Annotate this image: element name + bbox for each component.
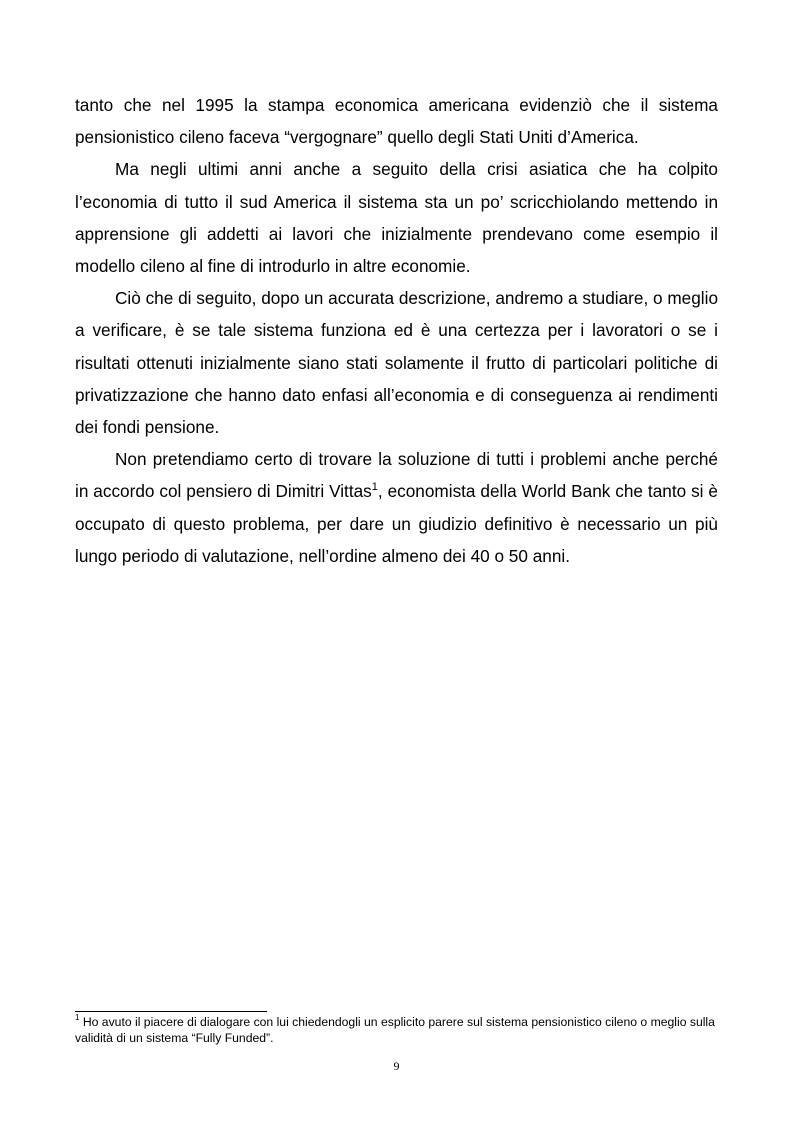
body-text — [75, 89, 718, 572]
paragraph-2: Ma negli ultimi anni anche a seguito della crisi asiatica che ha colpito l’economia di tutto il sud America il sistema sta un po’ scricchiolando mettendo in apprensione gli addetti ai lavori che inizialmente prendevano come esempio il modello cileno al fine di introdurlo in altre economie. — [75, 159, 718, 277]
paragraph-4-text-before-ref: Non pretendiamo certo di trovare la soluzione di tutti i problemi anche perché in accordo col pensiero di Dimitri Vittas — [75, 449, 718, 502]
footnote-text: Ho avuto il piacere di dialogare con lui chiedendogli un esplicito parere sul sistema pensionistico cileno o meglio sulla validità di un sistema “Fully Funded”. — [75, 1015, 715, 1045]
footnote-marker: 1 — [75, 1012, 80, 1022]
paragraph-4 — [75, 443, 718, 572]
paragraph-1: tanto che nel 1995 la stampa economica americana evidenziò che il sistema pensionistico cileno faceva “vergognare” quello degli Stati Uniti d’America. — [75, 95, 718, 148]
page-number: 9 — [393, 1059, 400, 1073]
footnote-reference: 1 — [371, 480, 378, 493]
paragraph-4-text-after-ref: , economista della World Bank che tanto si è occupato di questo problema, per dare un giudizio definitivo è necessario un più lungo periodo di valutazione, nell’ordine almeno dei 40 o 50 anni. — [75, 481, 718, 566]
paragraph-3: Ciò che di seguito, dopo un accurata descrizione, andremo a studiare, o meglio a verificare, è se tale sistema funziona ed è una certezza per i lavoratori o se i risultati ottenuti inizialmente siano stati solamente il frutto di particolari politiche di privatizzazione che hanno dato enfasi all’economia e di conseguenza ai rendimenti dei fondi pensione. — [75, 288, 718, 438]
footnote — [75, 1012, 718, 1046]
footnote-separator — [75, 1011, 267, 1012]
